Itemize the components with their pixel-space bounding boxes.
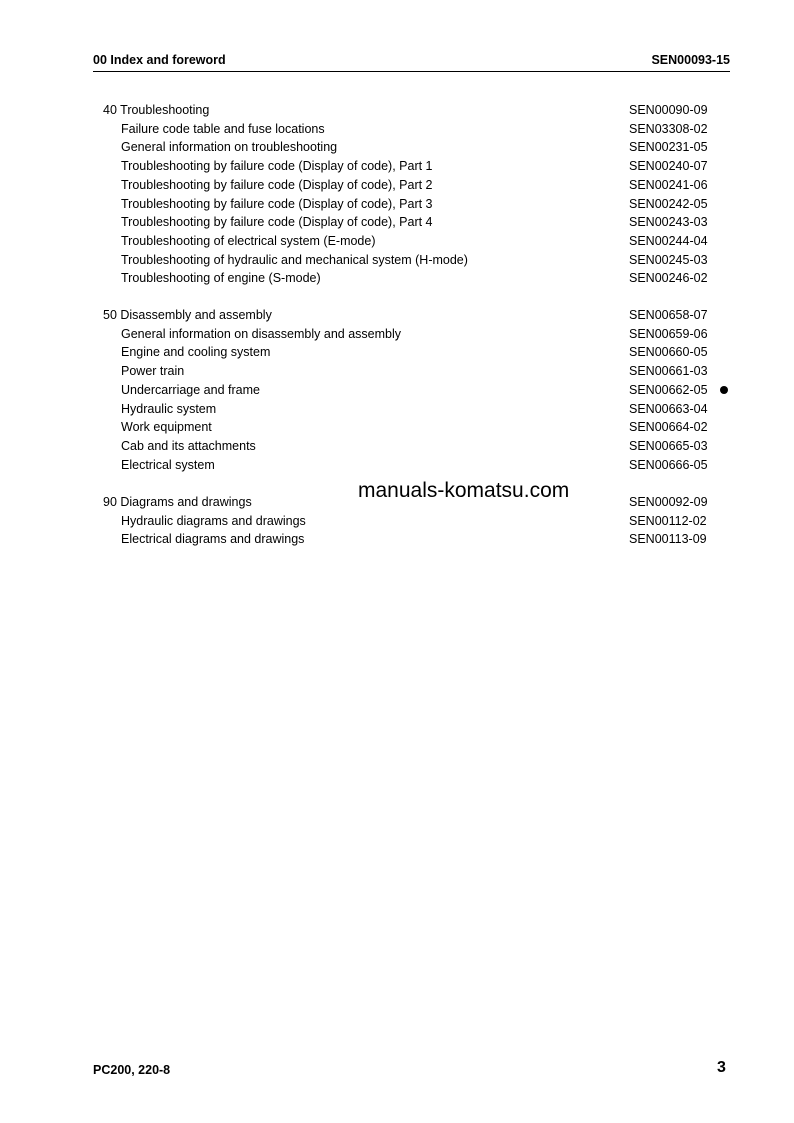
item-title: Engine and cooling system xyxy=(121,345,271,360)
toc-item xyxy=(0,418,794,437)
item-title: Troubleshooting by failure code (Display of code), Part 3 xyxy=(121,196,433,211)
item-code: SEN00231-05 xyxy=(629,140,708,155)
chapter-title: 00 Index and foreword xyxy=(93,53,226,67)
item-title: General information on troubleshooting xyxy=(121,140,338,155)
page-header xyxy=(93,53,730,70)
section-title: 40 Troubleshooting xyxy=(103,103,210,117)
item-title: Troubleshooting by failure code (Display of code), Part 4 xyxy=(121,215,433,230)
item-title: Electrical system xyxy=(121,457,215,472)
item-title: Cab and its attachments xyxy=(121,438,256,453)
page-number: 3 xyxy=(717,1059,726,1076)
item-code: SEN00663-04 xyxy=(629,401,708,416)
item-title: Power train xyxy=(121,364,185,379)
item-code: SEN00664-02 xyxy=(629,420,708,435)
item-code: SEN00246-02 xyxy=(629,271,708,286)
toc-item xyxy=(0,437,794,456)
toc-item xyxy=(0,251,794,270)
item-code: SEN00243-03 xyxy=(629,215,708,230)
item-code: SEN00659-06 xyxy=(629,326,708,341)
item-code: SEN00112-02 xyxy=(629,513,707,528)
item-code: SEN00660-05 xyxy=(629,345,708,360)
item-title: Failure code table and fuse locations xyxy=(121,121,325,136)
toc-item xyxy=(0,343,794,362)
footer-model-name: PC200, 220-8 xyxy=(93,1063,171,1077)
item-code: SEN00244-04 xyxy=(629,233,708,248)
toc-item xyxy=(0,120,794,139)
section-code: SEN00658-07 xyxy=(629,308,708,322)
document-code: SEN00093-15 xyxy=(651,53,730,67)
toc-item xyxy=(0,195,794,214)
item-title: Troubleshooting by failure code (Display of code), Part 1 xyxy=(121,159,433,174)
item-title: Hydraulic system xyxy=(121,401,217,416)
toc-item xyxy=(0,138,794,157)
item-title: General information on disassembly and assembly xyxy=(121,326,401,341)
section-title: 90 Diagrams and drawings xyxy=(103,495,252,509)
section-title: 50 Disassembly and assembly xyxy=(103,308,272,322)
toc-item xyxy=(0,176,794,195)
toc-item xyxy=(0,362,794,381)
item-code: SEN00245-03 xyxy=(629,252,708,267)
item-code: SEN00662-05 xyxy=(629,382,708,397)
item-code: SEN00665-03 xyxy=(629,438,708,453)
toc-section-heading xyxy=(0,101,794,120)
toc-item xyxy=(0,456,794,475)
watermark-text: manuals-komatsu.com xyxy=(358,479,570,502)
item-title: Hydraulic diagrams and drawings xyxy=(121,513,306,528)
item-code: SEN03308-02 xyxy=(629,121,708,136)
header-divider xyxy=(93,71,730,72)
item-code: SEN00242-05 xyxy=(629,196,708,211)
toc-item xyxy=(0,157,794,176)
item-code: SEN00113-09 xyxy=(629,532,707,547)
item-title: Troubleshooting of electrical system (E-mode) xyxy=(121,233,376,248)
item-title: Work equipment xyxy=(121,420,212,435)
toc-item xyxy=(0,400,794,419)
toc-item xyxy=(0,381,794,400)
toc-item xyxy=(0,213,794,232)
toc-item xyxy=(0,512,794,531)
toc-item xyxy=(0,530,794,549)
toc-item xyxy=(0,269,794,288)
item-title: Troubleshooting of engine (S-mode) xyxy=(121,271,321,286)
toc-item xyxy=(0,325,794,344)
item-code: SEN00241-06 xyxy=(629,177,708,192)
revision-marker-icon xyxy=(720,386,728,394)
item-title: Undercarriage and frame xyxy=(121,382,260,397)
item-title: Troubleshooting of hydraulic and mechanical system (H-mode) xyxy=(121,252,468,267)
item-code: SEN00240-07 xyxy=(629,159,708,174)
item-title: Electrical diagrams and drawings xyxy=(121,532,305,547)
section-code: SEN00092-09 xyxy=(629,495,708,509)
toc-item xyxy=(0,232,794,251)
section-code: SEN00090-09 xyxy=(629,103,708,117)
item-title: Troubleshooting by failure code (Display of code), Part 2 xyxy=(121,177,433,192)
item-code: SEN00661-03 xyxy=(629,364,708,379)
toc-section-heading xyxy=(0,306,794,325)
item-code: SEN00666-05 xyxy=(629,457,708,472)
